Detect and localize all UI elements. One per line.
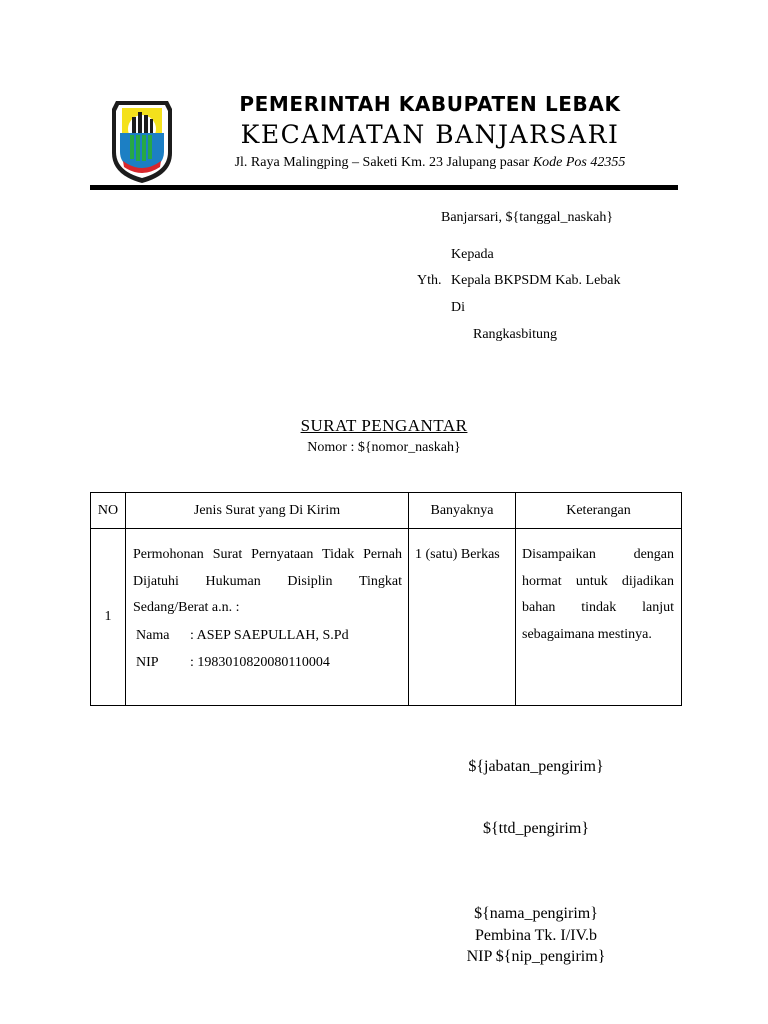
- sender-name: ${nama_pengirim}: [474, 905, 598, 922]
- letterhead-address: [180, 155, 680, 171]
- letter-number: Nomor : ${nomor_naskah}: [307, 440, 461, 455]
- header-keterangan: Keterangan: [516, 493, 682, 529]
- recipient: Kepala BKPSDM Kab. Lebak: [451, 273, 621, 288]
- sender-position: ${jabatan_pengirim}: [468, 758, 604, 775]
- letterhead-district: KECAMATAN BANJARSARI: [240, 120, 620, 149]
- row-jenis: [126, 529, 408, 676]
- postal-code: Kode Pos 42355: [532, 155, 626, 170]
- row-keterangan-cell: [516, 529, 682, 706]
- header-banyaknya: Banyaknya: [409, 493, 516, 529]
- di-label: Di: [451, 300, 465, 315]
- table-row: [91, 529, 682, 706]
- jenis-text: Permohonan Surat Pernyataan Tidak Pernah Dijatuhi Hukuman Disiplin Tingkat Sedang/Berat a.n. :: [133, 547, 402, 615]
- yth-label: Yth.: [417, 273, 442, 288]
- lebak-regency-emblem-icon: [108, 95, 176, 185]
- letter-title: SURAT PENGANTAR: [300, 416, 468, 435]
- nama-line: [133, 622, 402, 649]
- header-no: NO: [91, 493, 126, 529]
- recipient-city: Rangkasbitung: [473, 327, 557, 342]
- kepada-label: Kepada: [451, 247, 494, 262]
- row-keterangan: Disampaikan dengan hormat untuk dijadikan bahan tindak lanjut sebagaimana mestinya.: [522, 547, 674, 642]
- row-jenis-cell: [126, 529, 409, 706]
- sender-rank: Pembina Tk. I/IV.b: [474, 926, 598, 944]
- nip-line: [133, 649, 402, 676]
- nip-value: : 1983010820080110004: [190, 654, 330, 670]
- nama-value: : ASEP SAEPULLAH, S.Pd: [190, 627, 349, 643]
- nama-label: Nama: [136, 627, 170, 643]
- dispatch-table: [90, 492, 682, 706]
- sender-nip: NIP ${nip_pengirim}: [466, 948, 606, 965]
- sender-identity: [380, 903, 692, 968]
- address-text: Jl. Raya Malingping – Saketi Km. 23 Jalupang pasar: [234, 155, 533, 170]
- sender-signature: ${ttd_pengirim}: [482, 820, 589, 837]
- letterhead-divider: [90, 185, 678, 190]
- table-header-row: [91, 493, 682, 529]
- row-no: 1: [91, 529, 126, 706]
- place-date: Banjarsari, ${tanggal_naskah}: [441, 210, 614, 225]
- row-banyaknya-cell: [409, 529, 516, 706]
- nip-label: NIP: [136, 654, 159, 670]
- letterhead-government: PEMERINTAH KABUPATEN LEBAK: [239, 92, 621, 116]
- row-banyaknya: 1 (satu) Berkas: [415, 547, 500, 562]
- header-jenis: Jenis Surat yang Di Kirim: [126, 493, 409, 529]
